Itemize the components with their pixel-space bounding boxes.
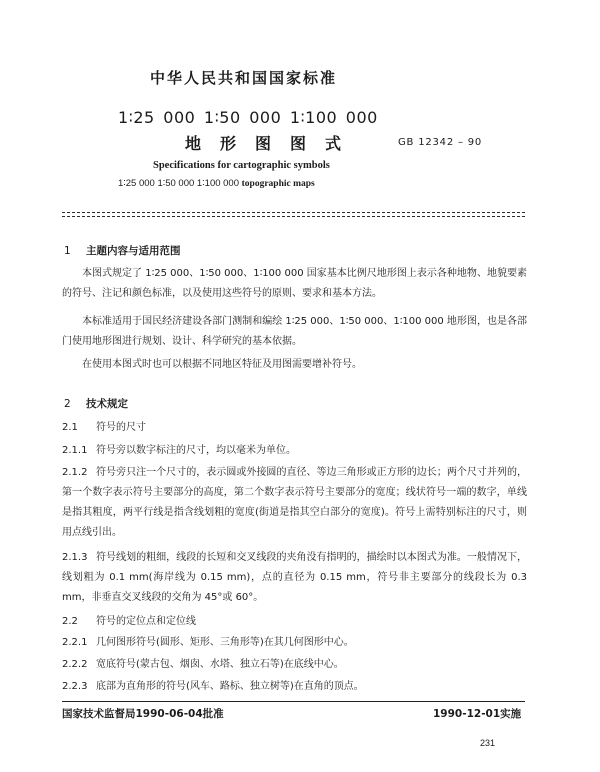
- section-1-heading: [64, 243, 181, 258]
- section-1-title: 主题内容与适用范围: [86, 245, 181, 257]
- english-subtitle-rest: topographic maps: [241, 179, 315, 189]
- clause-number: 2.1.1: [62, 445, 88, 456]
- map-scales: 1∶25 000 1∶50 000 1∶100 000: [118, 108, 378, 127]
- clause-number: 2.2.1: [62, 637, 88, 648]
- english-subtitle: [118, 178, 315, 189]
- clause-number: 2.1: [62, 422, 78, 433]
- clause-text: 符号的定位点和定位线: [96, 616, 196, 627]
- clause-2-1: [62, 418, 527, 438]
- clause-number: 2.2.2: [62, 659, 88, 670]
- clause-text: 宽底符号(蒙古包、烟囱、水塔、独立石等)在底线中心。: [96, 659, 344, 670]
- section-1-number: 1: [64, 245, 71, 257]
- header-divider-top: [62, 212, 525, 213]
- standard-code: GB 12342 – 90: [398, 137, 483, 148]
- clause-text: 符号的尺寸: [96, 422, 146, 433]
- implementation-date: 1990-12-01实施: [433, 708, 522, 720]
- clause-2-2-3: [62, 677, 527, 697]
- section-2-title: 技术规定: [86, 398, 128, 410]
- approval-date: 国家技术监督局1990-06-04批准: [62, 708, 224, 720]
- section-1-paragraph-1: 本图式规定了 1∶25 000、1∶50 000、1∶100 000 国家基本比例尺地形图上表示各种地物、地貌要素的符号、注记和颜色标准，以及使用这些符号的原则、要求和基本方法。: [62, 268, 527, 299]
- clause-text: 底部为直角形的符号(风车、路标、独立树等)在直角的顶点。: [96, 681, 364, 692]
- section-2-heading: [64, 396, 128, 411]
- clause-number: 2.2: [62, 616, 78, 627]
- clause-text: 几何图形符号(圆形、矩形、三角形等)在其几何图形中心。: [96, 637, 354, 648]
- clause-text: 符号旁以数字标注的尺寸，均以毫米为单位。: [96, 445, 296, 456]
- footer-rule: [62, 701, 525, 702]
- section-2-number: 2: [64, 398, 71, 410]
- clause-2-1-2: [62, 463, 527, 543]
- clause-text: 符号线划的粗细，线段的长短和交叉线段的夹角没有指明的，描绘时以本图式为准。一般情况下，线划粗为 0.1 mm(海岸线为 0.15 mm)，点的直径为 0.15 mm，符号非主要部分的线段长为 0.3 mm，非垂直交叉线段的交角为 45°或 60°。: [62, 552, 527, 603]
- clause-2-1-3: [62, 548, 527, 608]
- clause-number: 2.1.2: [62, 467, 88, 478]
- page-number: 231: [480, 738, 496, 748]
- clause-number: 2.2.3: [62, 681, 88, 692]
- clause-2-2-1: [62, 633, 527, 653]
- document-title: 地形图图式: [185, 134, 361, 153]
- clause-2-2: [62, 612, 527, 632]
- issuing-country-standard: 中华人民共和国国家标准: [150, 69, 338, 87]
- clause-text: 符号旁只注一个尺寸的，表示圆或外接圆的直径、等边三角形或正方形的边长；两个尺寸并列的，第一个数字表示符号主要部分的高度，第二个数字表示符号主要部分的宽度；线状符号一端的数字，单线是指其粗度，两平行线是指含线划粗的宽度(街道是指其空白部分的宽度)。符号上需特别标注的尺寸，则用点线引出。: [62, 467, 527, 538]
- section-1-paragraph-3: 在使用本图式时也可以根据不同地区特征及用图需要增补符号。: [82, 359, 362, 370]
- english-subtitle-scales: 1∶25 000 1∶50 000 1∶100 000: [118, 178, 239, 189]
- clause-2-1-1: [62, 441, 527, 461]
- clause-number: 2.1.3: [62, 552, 88, 563]
- section-1-paragraph-2: 本标准适用于国民经济建设各部门测制和编绘 1∶25 000、1∶50 000、1∶100 000 地形图，也是各部门使用地形图进行规划、设计、科学研究的基本依据。: [62, 316, 527, 347]
- header-divider-bottom: [62, 216, 525, 217]
- clause-2-2-2: [62, 655, 527, 675]
- english-title: Specifications for cartographic symbols: [153, 160, 330, 171]
